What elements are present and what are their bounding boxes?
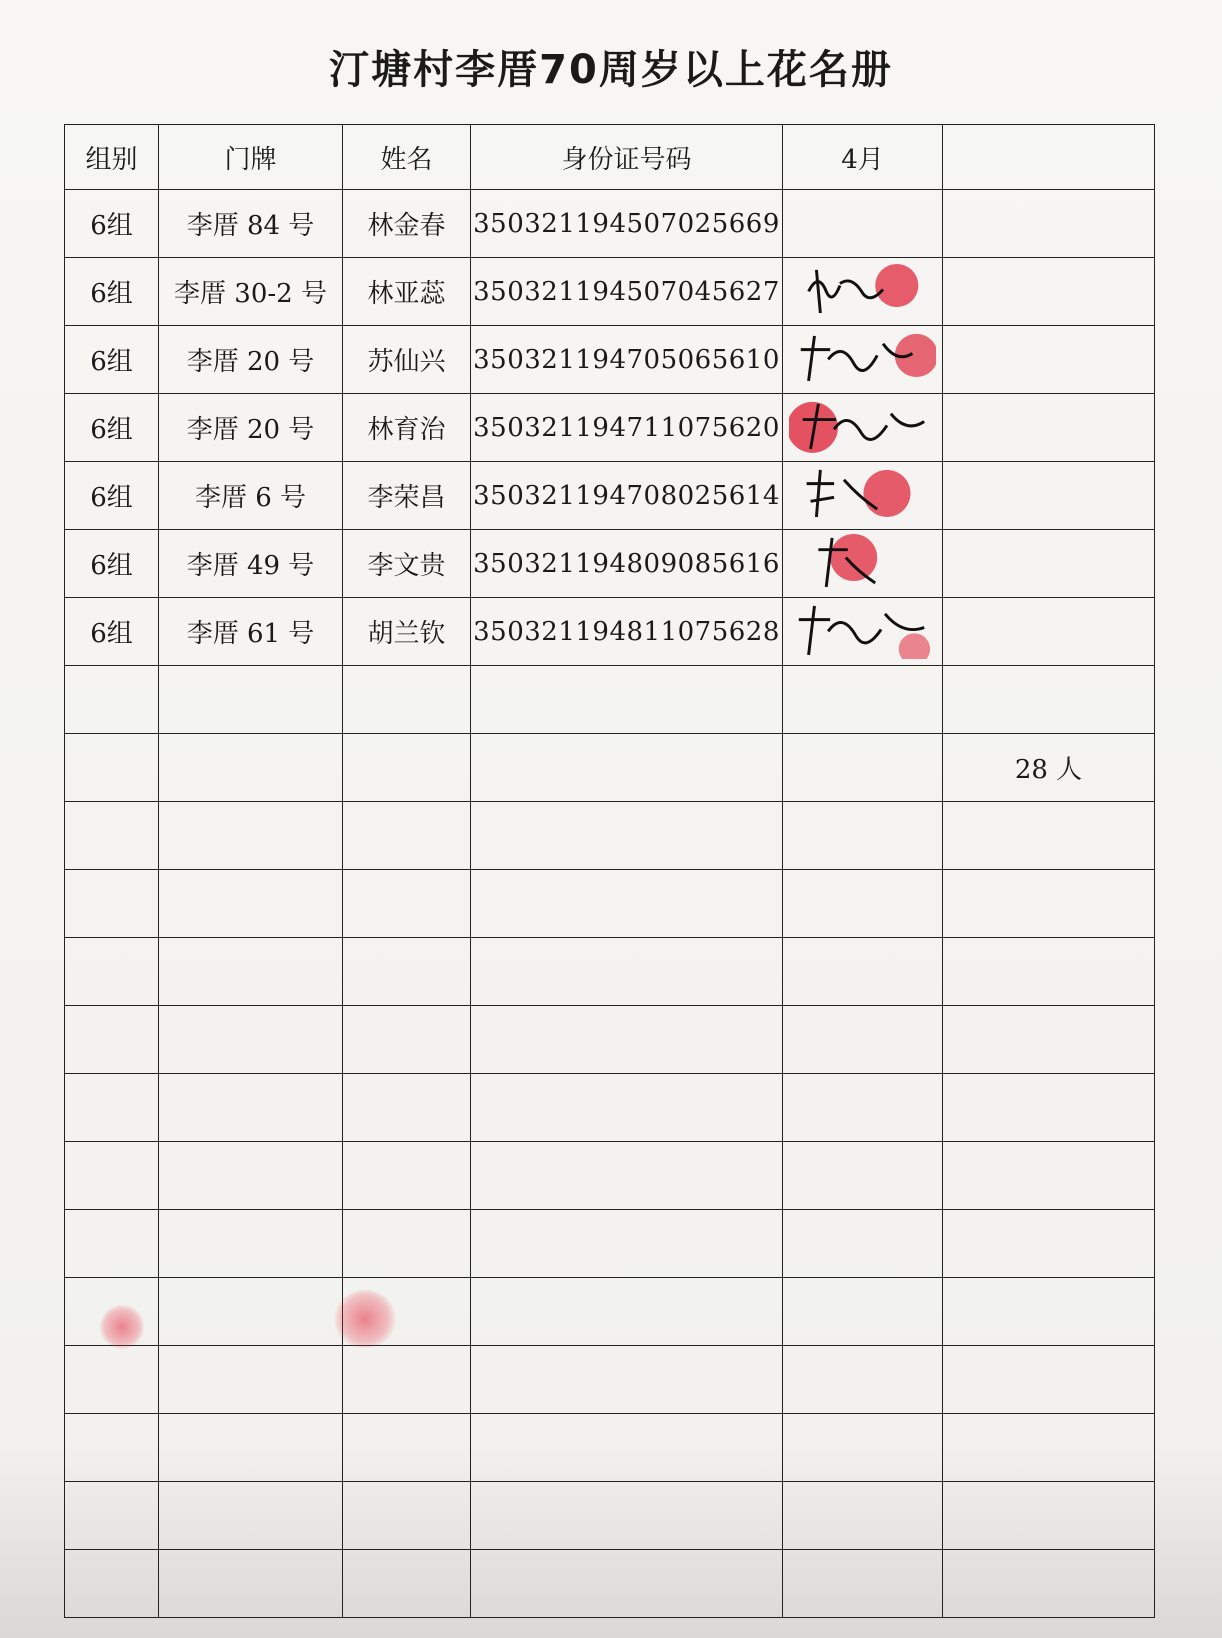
header-month: 4月: [783, 125, 943, 190]
cell-empty: [159, 1210, 343, 1278]
cell-empty: [783, 1482, 943, 1550]
cell-empty: [65, 1006, 159, 1074]
cell-empty: [783, 1006, 943, 1074]
cell-empty: [783, 1210, 943, 1278]
cell-empty: [343, 938, 471, 1006]
cell-name: 苏仙兴: [343, 326, 471, 394]
cell-empty: [783, 666, 943, 734]
cell-name: 林育治: [343, 394, 471, 462]
table-row: [65, 190, 1155, 258]
header-extra: [943, 125, 1155, 190]
cell-empty: [159, 938, 343, 1006]
cell-empty: [343, 1346, 471, 1414]
cell-extra: [943, 326, 1155, 394]
table-row: [65, 1346, 1155, 1414]
cell-empty: [159, 1006, 343, 1074]
cell-address: 李厝 61 号: [159, 598, 343, 666]
cell-empty: [159, 734, 343, 802]
cell-empty: [471, 734, 783, 802]
cell-empty: [343, 1482, 471, 1550]
cell-group: 6组: [65, 598, 159, 666]
cell-empty: [65, 1550, 159, 1618]
cell-extra: [943, 190, 1155, 258]
cell-empty: [783, 1346, 943, 1414]
cell-group: 6组: [65, 530, 159, 598]
cell-empty: [159, 802, 343, 870]
cell-address: 李厝 6 号: [159, 462, 343, 530]
cell-empty: [471, 1482, 783, 1550]
cell-empty: [783, 1142, 943, 1210]
table-row: [65, 1210, 1155, 1278]
table-row: [65, 598, 1155, 666]
cell-empty: [159, 1074, 343, 1142]
table-row: [65, 326, 1155, 394]
handwritten-signature-icon: [789, 330, 936, 387]
cell-empty: [65, 1482, 159, 1550]
table-row: [65, 938, 1155, 1006]
cell-group: 6组: [65, 394, 159, 462]
cell-empty: [783, 734, 943, 802]
cell-empty: [943, 1210, 1155, 1278]
table-header-row: [65, 125, 1155, 190]
cell-address: 李厝 49 号: [159, 530, 343, 598]
cell-address: 李厝 84 号: [159, 190, 343, 258]
cell-empty: [783, 1550, 943, 1618]
table-row: [65, 1278, 1155, 1346]
cell-empty: [159, 666, 343, 734]
cell-address: 李厝 20 号: [159, 326, 343, 394]
table-row: [65, 666, 1155, 734]
cell-address: 李厝 20 号: [159, 394, 343, 462]
cell-empty: [471, 1006, 783, 1074]
table-row: [65, 530, 1155, 598]
cell-empty: [343, 1142, 471, 1210]
table-row: [65, 734, 1155, 802]
cell-group: 6组: [65, 462, 159, 530]
cell-empty: [159, 1550, 343, 1618]
table-row: [65, 1006, 1155, 1074]
cell-extra: [943, 394, 1155, 462]
page-title: 汀塘村李厝70周岁以上花名册: [329, 47, 893, 93]
handwritten-signature-icon: [789, 262, 936, 319]
cell-empty: [783, 870, 943, 938]
cell-empty: [65, 734, 159, 802]
cell-empty: [471, 1142, 783, 1210]
table-row: [65, 1074, 1155, 1142]
cell-empty: [943, 802, 1155, 870]
cell-signature: [783, 394, 943, 462]
cell-empty: [783, 802, 943, 870]
cell-empty: [943, 1414, 1155, 1482]
cell-signature: [783, 190, 943, 258]
cell-empty: [159, 1414, 343, 1482]
cell-empty: [783, 1414, 943, 1482]
cell-empty: [471, 1074, 783, 1142]
header-address: 门牌: [159, 125, 343, 190]
cell-name: 林亚蕊: [343, 258, 471, 326]
cell-signature: [783, 530, 943, 598]
table-row: [65, 462, 1155, 530]
cell-id-number: 350321194811075628: [471, 598, 783, 666]
header-group: 组别: [65, 125, 159, 190]
cell-id-number: 350321194705065610: [471, 326, 783, 394]
cell-empty: [343, 1074, 471, 1142]
cell-empty: [943, 1142, 1155, 1210]
cell-address: 李厝 30-2 号: [159, 258, 343, 326]
header-id-number: 身份证号码: [471, 125, 783, 190]
cell-empty: [159, 1482, 343, 1550]
cell-empty: [471, 1346, 783, 1414]
cell-empty: [343, 802, 471, 870]
cell-empty: [471, 1550, 783, 1618]
header-name: 姓名: [343, 125, 471, 190]
cell-empty: [159, 1346, 343, 1414]
cell-empty: [471, 938, 783, 1006]
cell-empty: [471, 870, 783, 938]
cell-empty: [943, 1482, 1155, 1550]
table-row: [65, 394, 1155, 462]
cell-empty: [65, 938, 159, 1006]
cell-empty: [65, 802, 159, 870]
table-row: [65, 1414, 1155, 1482]
cell-extra: [943, 258, 1155, 326]
cell-empty: [471, 1210, 783, 1278]
table-row: [65, 802, 1155, 870]
cell-empty: [65, 1074, 159, 1142]
cell-empty: [471, 666, 783, 734]
table-row: [65, 1482, 1155, 1550]
total-count: 28 人: [943, 734, 1155, 802]
cell-group: 6组: [65, 326, 159, 394]
cell-group: 6组: [65, 258, 159, 326]
cell-empty: [783, 938, 943, 1006]
cell-group: 6组: [65, 190, 159, 258]
cell-empty: [343, 1210, 471, 1278]
cell-id-number: 350321194507025669: [471, 190, 783, 258]
cell-empty: [471, 802, 783, 870]
cell-signature: [783, 258, 943, 326]
cell-empty: [343, 1414, 471, 1482]
cell-empty: [471, 1414, 783, 1482]
cell-extra: [943, 530, 1155, 598]
cell-name: 胡兰钦: [343, 598, 471, 666]
cell-empty: [343, 734, 471, 802]
cell-empty: [943, 938, 1155, 1006]
handwritten-signature-icon: [789, 534, 936, 591]
cell-empty: [471, 1278, 783, 1346]
cell-empty: [943, 1074, 1155, 1142]
cell-empty: [65, 666, 159, 734]
cell-empty: [65, 1346, 159, 1414]
table-row: [65, 1550, 1155, 1618]
cell-empty: [943, 1550, 1155, 1618]
cell-empty: [343, 666, 471, 734]
cell-empty: [343, 870, 471, 938]
cell-id-number: 350321194507045627: [471, 258, 783, 326]
cell-empty: [783, 1278, 943, 1346]
handwritten-signature-icon: [789, 466, 936, 523]
table-row: [65, 1142, 1155, 1210]
cell-id-number: 350321194708025614: [471, 462, 783, 530]
cell-empty: [65, 870, 159, 938]
cell-empty: [65, 1414, 159, 1482]
cell-empty: [159, 1142, 343, 1210]
cell-extra: [943, 598, 1155, 666]
handwritten-signature-icon: [789, 398, 936, 455]
cell-empty: [783, 1074, 943, 1142]
cell-empty: [65, 1210, 159, 1278]
cell-extra: [943, 462, 1155, 530]
handwritten-signature-icon: [789, 602, 936, 659]
cell-empty: [159, 870, 343, 938]
roster-table: [64, 124, 1155, 1618]
table-row: [65, 870, 1155, 938]
cell-empty: [943, 1346, 1155, 1414]
cell-signature: [783, 598, 943, 666]
cell-empty: [343, 1006, 471, 1074]
cell-empty: [65, 1278, 159, 1346]
cell-name: 李文贵: [343, 530, 471, 598]
cell-empty: [343, 1278, 471, 1346]
cell-empty: [943, 1006, 1155, 1074]
cell-name: 李荣昌: [343, 462, 471, 530]
table-row: [65, 258, 1155, 326]
cell-signature: [783, 462, 943, 530]
cell-name: 林金春: [343, 190, 471, 258]
cell-id-number: 350321194711075620: [471, 394, 783, 462]
cell-empty: [343, 1550, 471, 1618]
cell-id-number: 350321194809085616: [471, 530, 783, 598]
cell-empty: [943, 666, 1155, 734]
cell-empty: [159, 1278, 343, 1346]
cell-empty: [943, 870, 1155, 938]
cell-signature: [783, 326, 943, 394]
cell-empty: [943, 1278, 1155, 1346]
cell-empty: [65, 1142, 159, 1210]
